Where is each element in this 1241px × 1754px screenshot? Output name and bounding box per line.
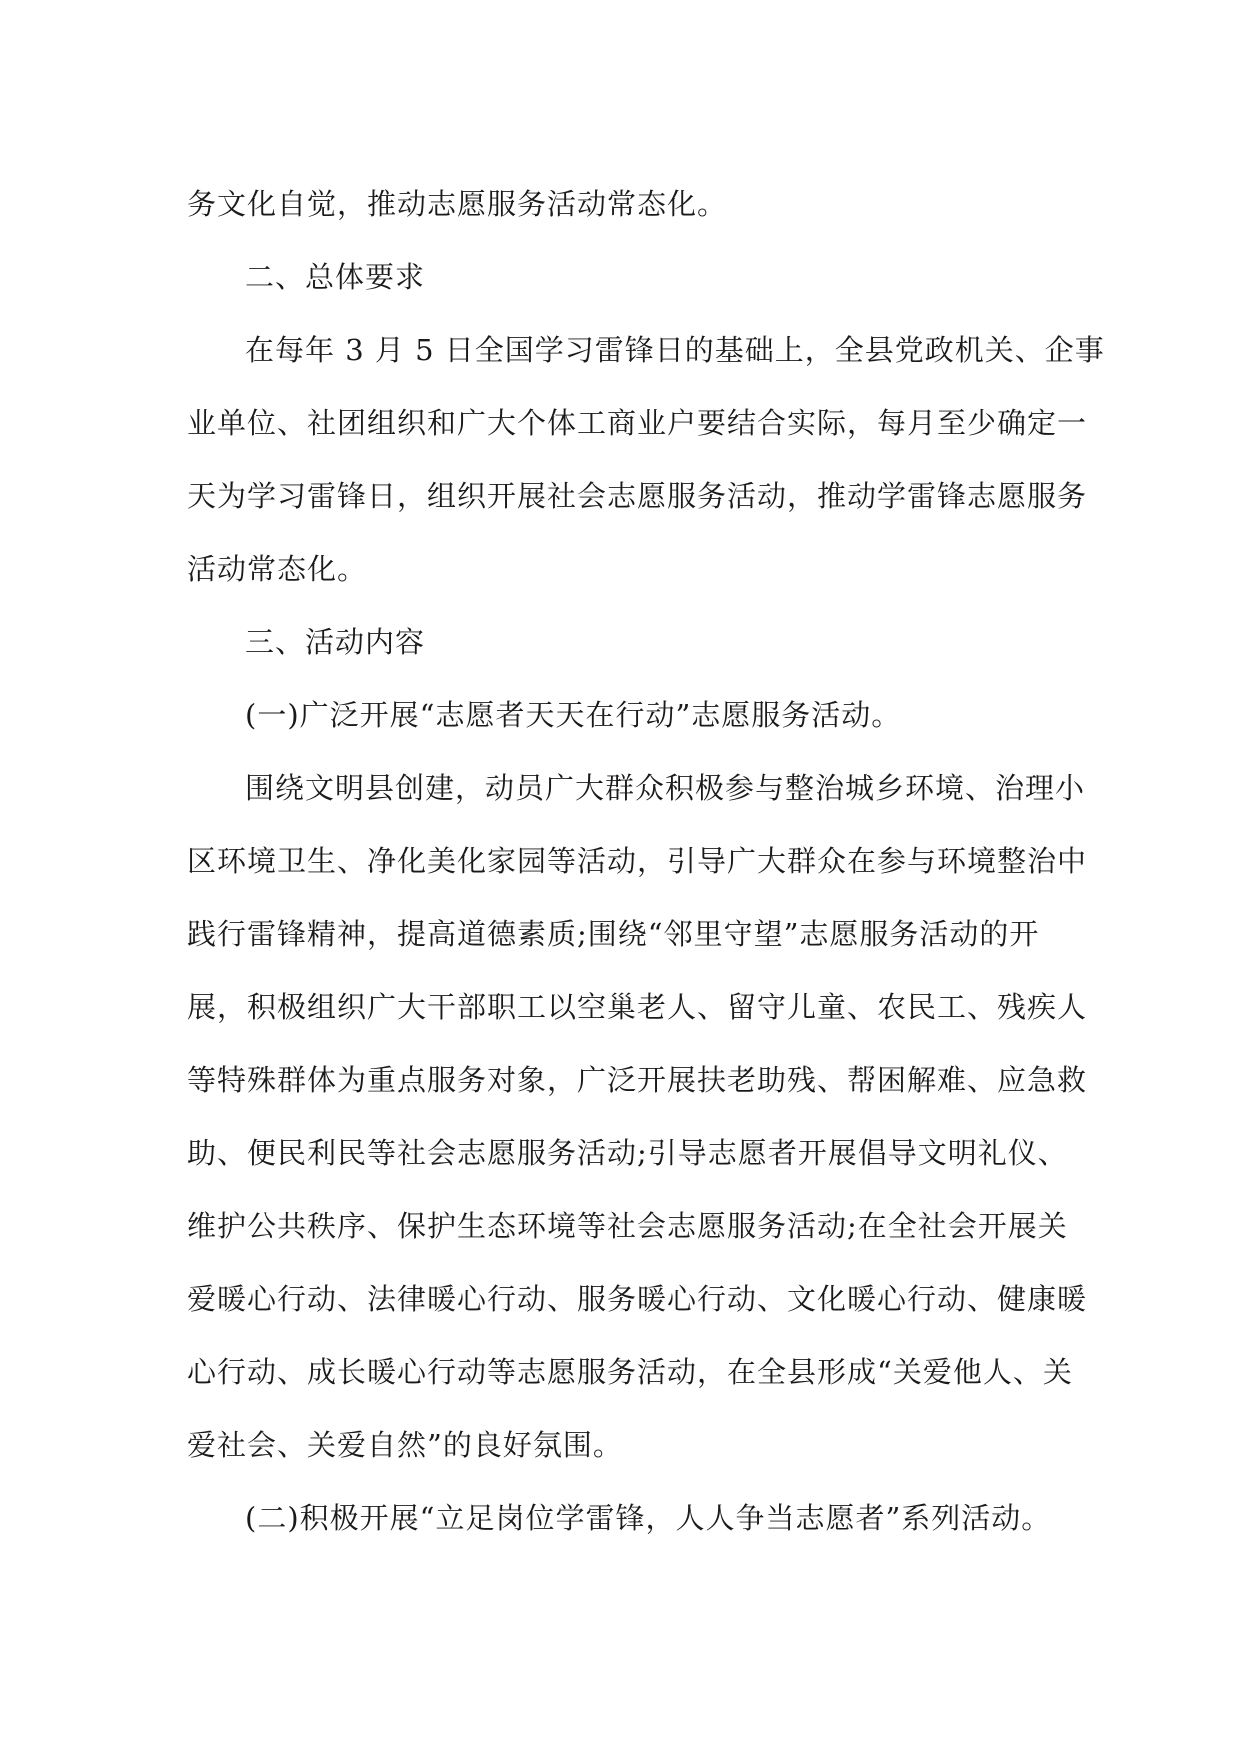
text-line: 心行动、成长暖心行动等志愿服务活动，在全县形成“关爱他人、关 [187,1355,1073,1389]
text-line: 践行雷锋精神，提高道德素质;围绕“邻里守望”志愿服务活动的开 [187,917,1040,951]
text-line: 业单位、社团组织和广大个体工商业户要结合实际，每月至少确定一 [187,406,1088,440]
text-line: 围绕文明县创建，动员广大群众积极参与整治城乡环境、治理小 [245,771,1086,805]
text-line: 区环境卫生、净化美化家园等活动，引导广大群众在参与环境整治中 [187,844,1088,878]
text-line: 在每年 3 月 5 日全国学习雷锋日的基础上，全县党政机关、企事 [245,333,1105,367]
text-line: 展，积极组织广大干部职工以空巢老人、留守儿童、农民工、残疾人 [187,990,1088,1024]
document-body [187,168,1105,1555]
text-line: 三、活动内容 [245,625,426,659]
text-line: (一)广泛开展“志愿者天天在行动”志愿服务活动。 [245,698,902,732]
text-line: 务文化自觉，推动志愿服务活动常态化。 [187,187,728,221]
text-line: 维护公共秩序、保护生态环境等社会志愿服务活动;在全社会开展关 [187,1209,1068,1243]
text-line: 爱暖心行动、法律暖心行动、服务暖心行动、文化暖心行动、健康暖 [187,1282,1088,1316]
text-line: (二)积极开展“立足岗位学雷锋，人人争当志愿者”系列活动。 [245,1501,1052,1535]
text-line: 二、总体要求 [245,260,426,294]
text-line: 爱社会、关爱自然”的良好氛围。 [187,1428,623,1462]
text-line: 天为学习雷锋日，组织开展社会志愿服务活动，推动学雷锋志愿服务 [187,479,1088,513]
text-line: 助、便民利民等社会志愿服务活动;引导志愿者开展倡导文明礼仪、 [187,1136,1068,1170]
text-line: 活动常态化。 [187,552,368,586]
text-line: 等特殊群体为重点服务对象，广泛开展扶老助残、帮困解难、应急救 [187,1063,1088,1097]
